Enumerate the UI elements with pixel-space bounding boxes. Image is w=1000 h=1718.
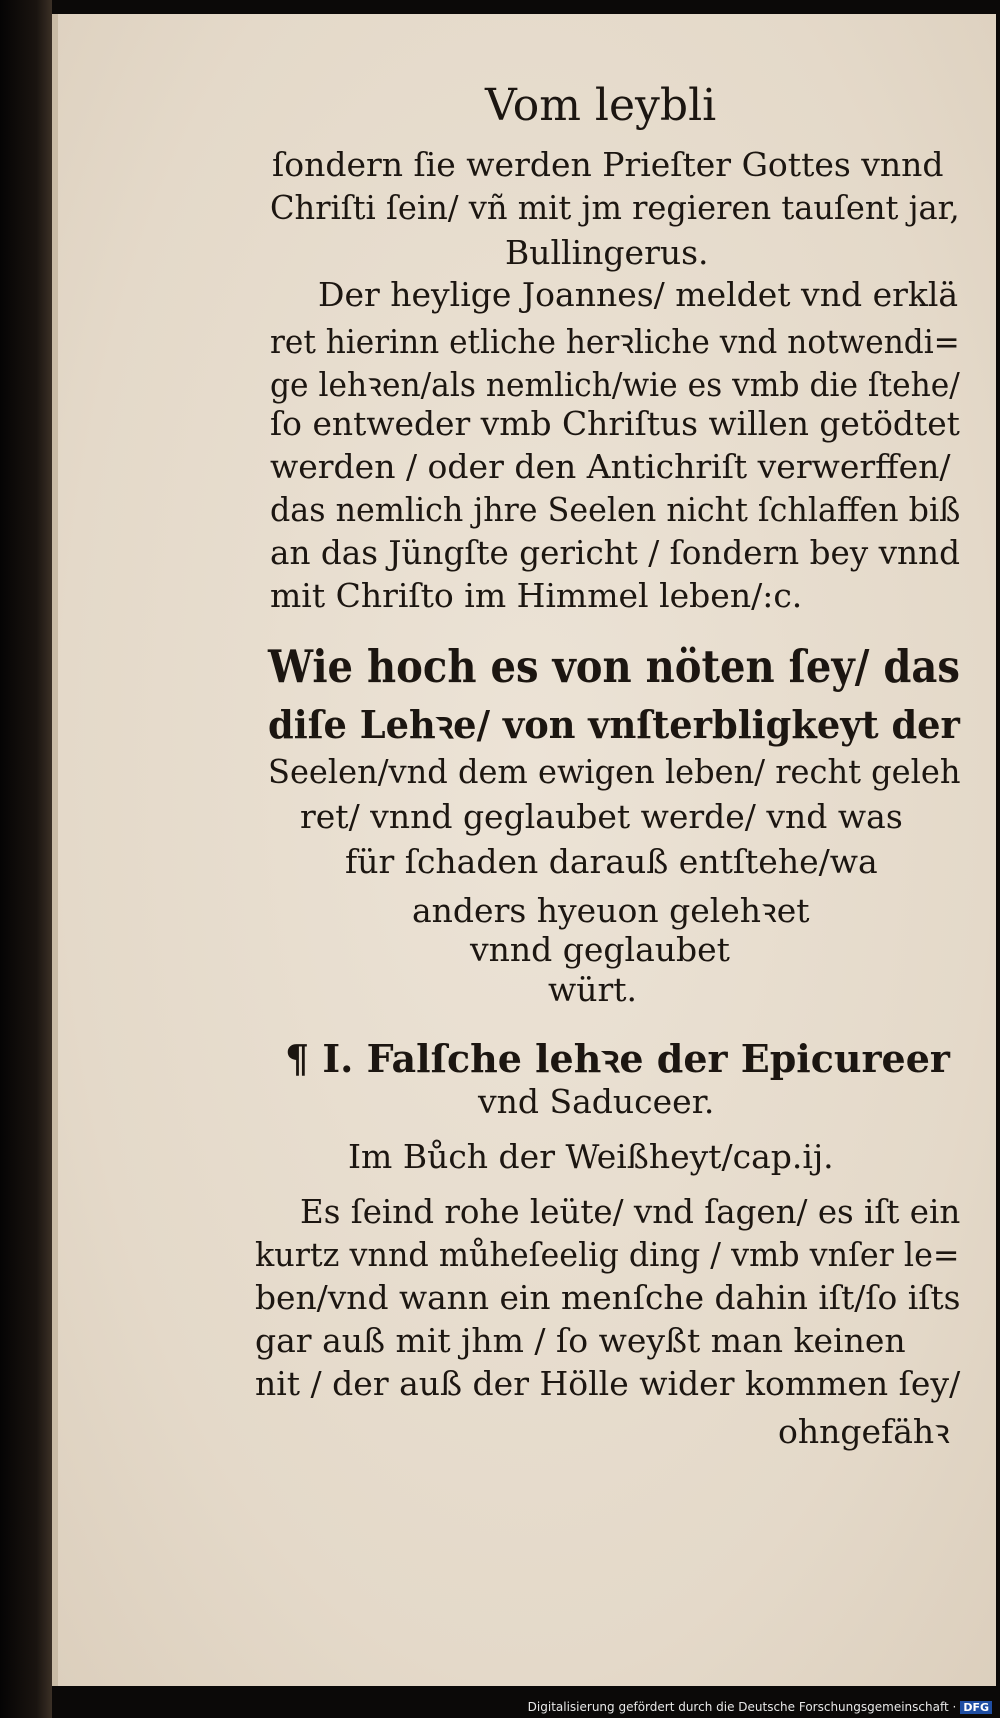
section-heading-line: für ſchaden darauß entſtehe/wa xyxy=(345,842,878,881)
text-line: ge lehꝛen/als nemlich/wie es vmb die ſtehe/ xyxy=(270,365,960,404)
section-heading-line: Wie hoch es von nöten ſey/ das xyxy=(268,640,960,693)
text-line: ſondern ſie werden Prieſter Gottes vnnd xyxy=(272,145,944,184)
running-header: Vom leybli xyxy=(485,80,717,131)
text-line: mit Chriſto im Himmel leben/:c. xyxy=(270,576,803,615)
dfg-logo: DFG xyxy=(960,1701,992,1714)
text-line: das nemlich jhre Seelen nicht ſchlaffen biß xyxy=(270,490,961,529)
book-gutter xyxy=(0,0,52,1718)
text-line: Chriſti ſein/ vñ mit jm regieren tauſent jar, xyxy=(270,188,960,227)
text-line: Bullingerus. xyxy=(505,233,709,272)
text-line: ſo entweder vmb Chriſtus willen getödtet xyxy=(270,404,960,443)
quote-line: ohngefähꝛ xyxy=(778,1412,950,1451)
section-heading-line: Seelen/vnd dem ewigen leben/ recht geleh xyxy=(268,752,961,791)
quote-line: ben/vnd wann ein menſche dahin iſt/ſo iſts xyxy=(255,1278,961,1317)
credit-text: Digitalisierung gefördert durch die Deutsche Forschungsgemeinschaft · xyxy=(527,1700,957,1714)
text-line: an das Jüngſte gericht / ſondern bey vnnd xyxy=(270,533,960,572)
subheading-line: ¶ I. Falſche lehꝛe der Epicureer xyxy=(285,1036,950,1081)
citation: Im Bůch der Weißheyt/cap.ij. xyxy=(348,1137,834,1176)
subheading-line: vnd Saduceer. xyxy=(478,1082,715,1121)
section-heading-line: vnnd geglaubet xyxy=(470,930,730,969)
text-line: ret hierinn etliche herꝛliche vnd notwendi= xyxy=(270,322,960,361)
quote-line: gar auß mit jhm / ſo weyßt man keinen xyxy=(255,1321,906,1360)
text-line: werden / oder den Antichriſt verwerffen/ xyxy=(270,447,951,486)
digitization-credit xyxy=(528,1700,992,1714)
section-heading-line: ret/ vnnd geglaubet werde/ vnd was xyxy=(300,797,903,836)
quote-line: Es ſeind rohe leüte/ vnd ſagen/ es iſt ein xyxy=(300,1192,961,1231)
section-heading-line: diſe Lehꝛe/ von vnſterbligkeyt der xyxy=(268,702,960,747)
quote-line: nit / der auß der Hölle wider kommen ſey/ xyxy=(255,1364,961,1403)
quote-line: kurtz vnnd můheſeelig ding / vmb vnſer le= xyxy=(255,1235,960,1274)
section-heading-line: würt. xyxy=(548,970,638,1009)
section-heading-line: anders hyeuon gelehꝛet xyxy=(412,891,810,930)
text-line: Der heylige Joannes/ meldet vnd erklä xyxy=(318,275,959,314)
